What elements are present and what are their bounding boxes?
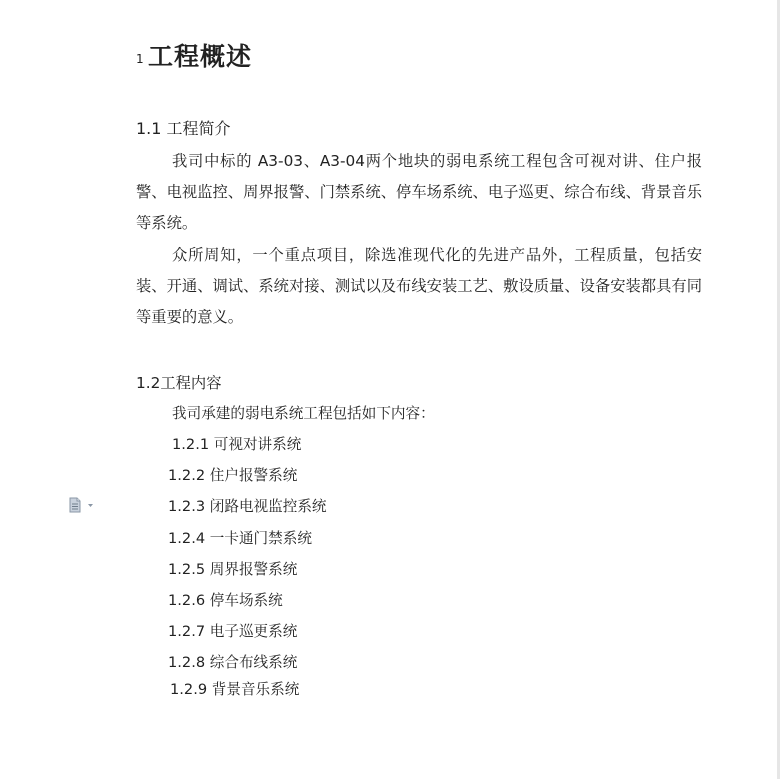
- section-intro-heading: 1.1 工程简介: [136, 119, 231, 138]
- document-paste-icon[interactable]: [68, 497, 98, 513]
- heading1-number: 1: [136, 52, 144, 66]
- list-item: 1.2.4 一卡通门禁系统: [168, 530, 312, 547]
- intro-paragraph-2: 众所周知，一个重点项目，除选准现代化的先进产品外，工程质量，包括安装、开通、调试、系统对接、测试以及布线安装工艺、敷设质量、设备安装都具有同等重要的意义。: [136, 246, 702, 326]
- list-item: 1.2.8 综合布线系统: [168, 654, 298, 671]
- list-item: 1.2.7 电子巡更系统: [168, 623, 298, 640]
- list-item: 1.2.1 可视对讲系统: [172, 436, 302, 453]
- list-item: 1.2.2 住户报警系统: [168, 467, 298, 484]
- list-item: 1.2.3 闭路电视监控系统: [168, 498, 327, 515]
- heading1-title: 工程概述: [148, 42, 253, 71]
- list-item: 1.2.5 周界报警系统: [168, 561, 298, 578]
- content-intro: 我司承建的弱电系统工程包括如下内容：: [172, 405, 435, 422]
- section-content-heading: 1.2工程内容: [136, 374, 222, 392]
- list-item: 1.2.9 背景音乐系统: [170, 681, 300, 698]
- list-item: 1.2.6 停车场系统: [168, 592, 283, 609]
- intro-paragraph-1: 我司中标的 A3-03、A3-04两个地块的弱电系统工程包含可视对讲、住户报警、电视监控、周界报警、门禁系统、停车场系统、电子巡更、综合布线、背景音乐等系统。: [136, 152, 702, 232]
